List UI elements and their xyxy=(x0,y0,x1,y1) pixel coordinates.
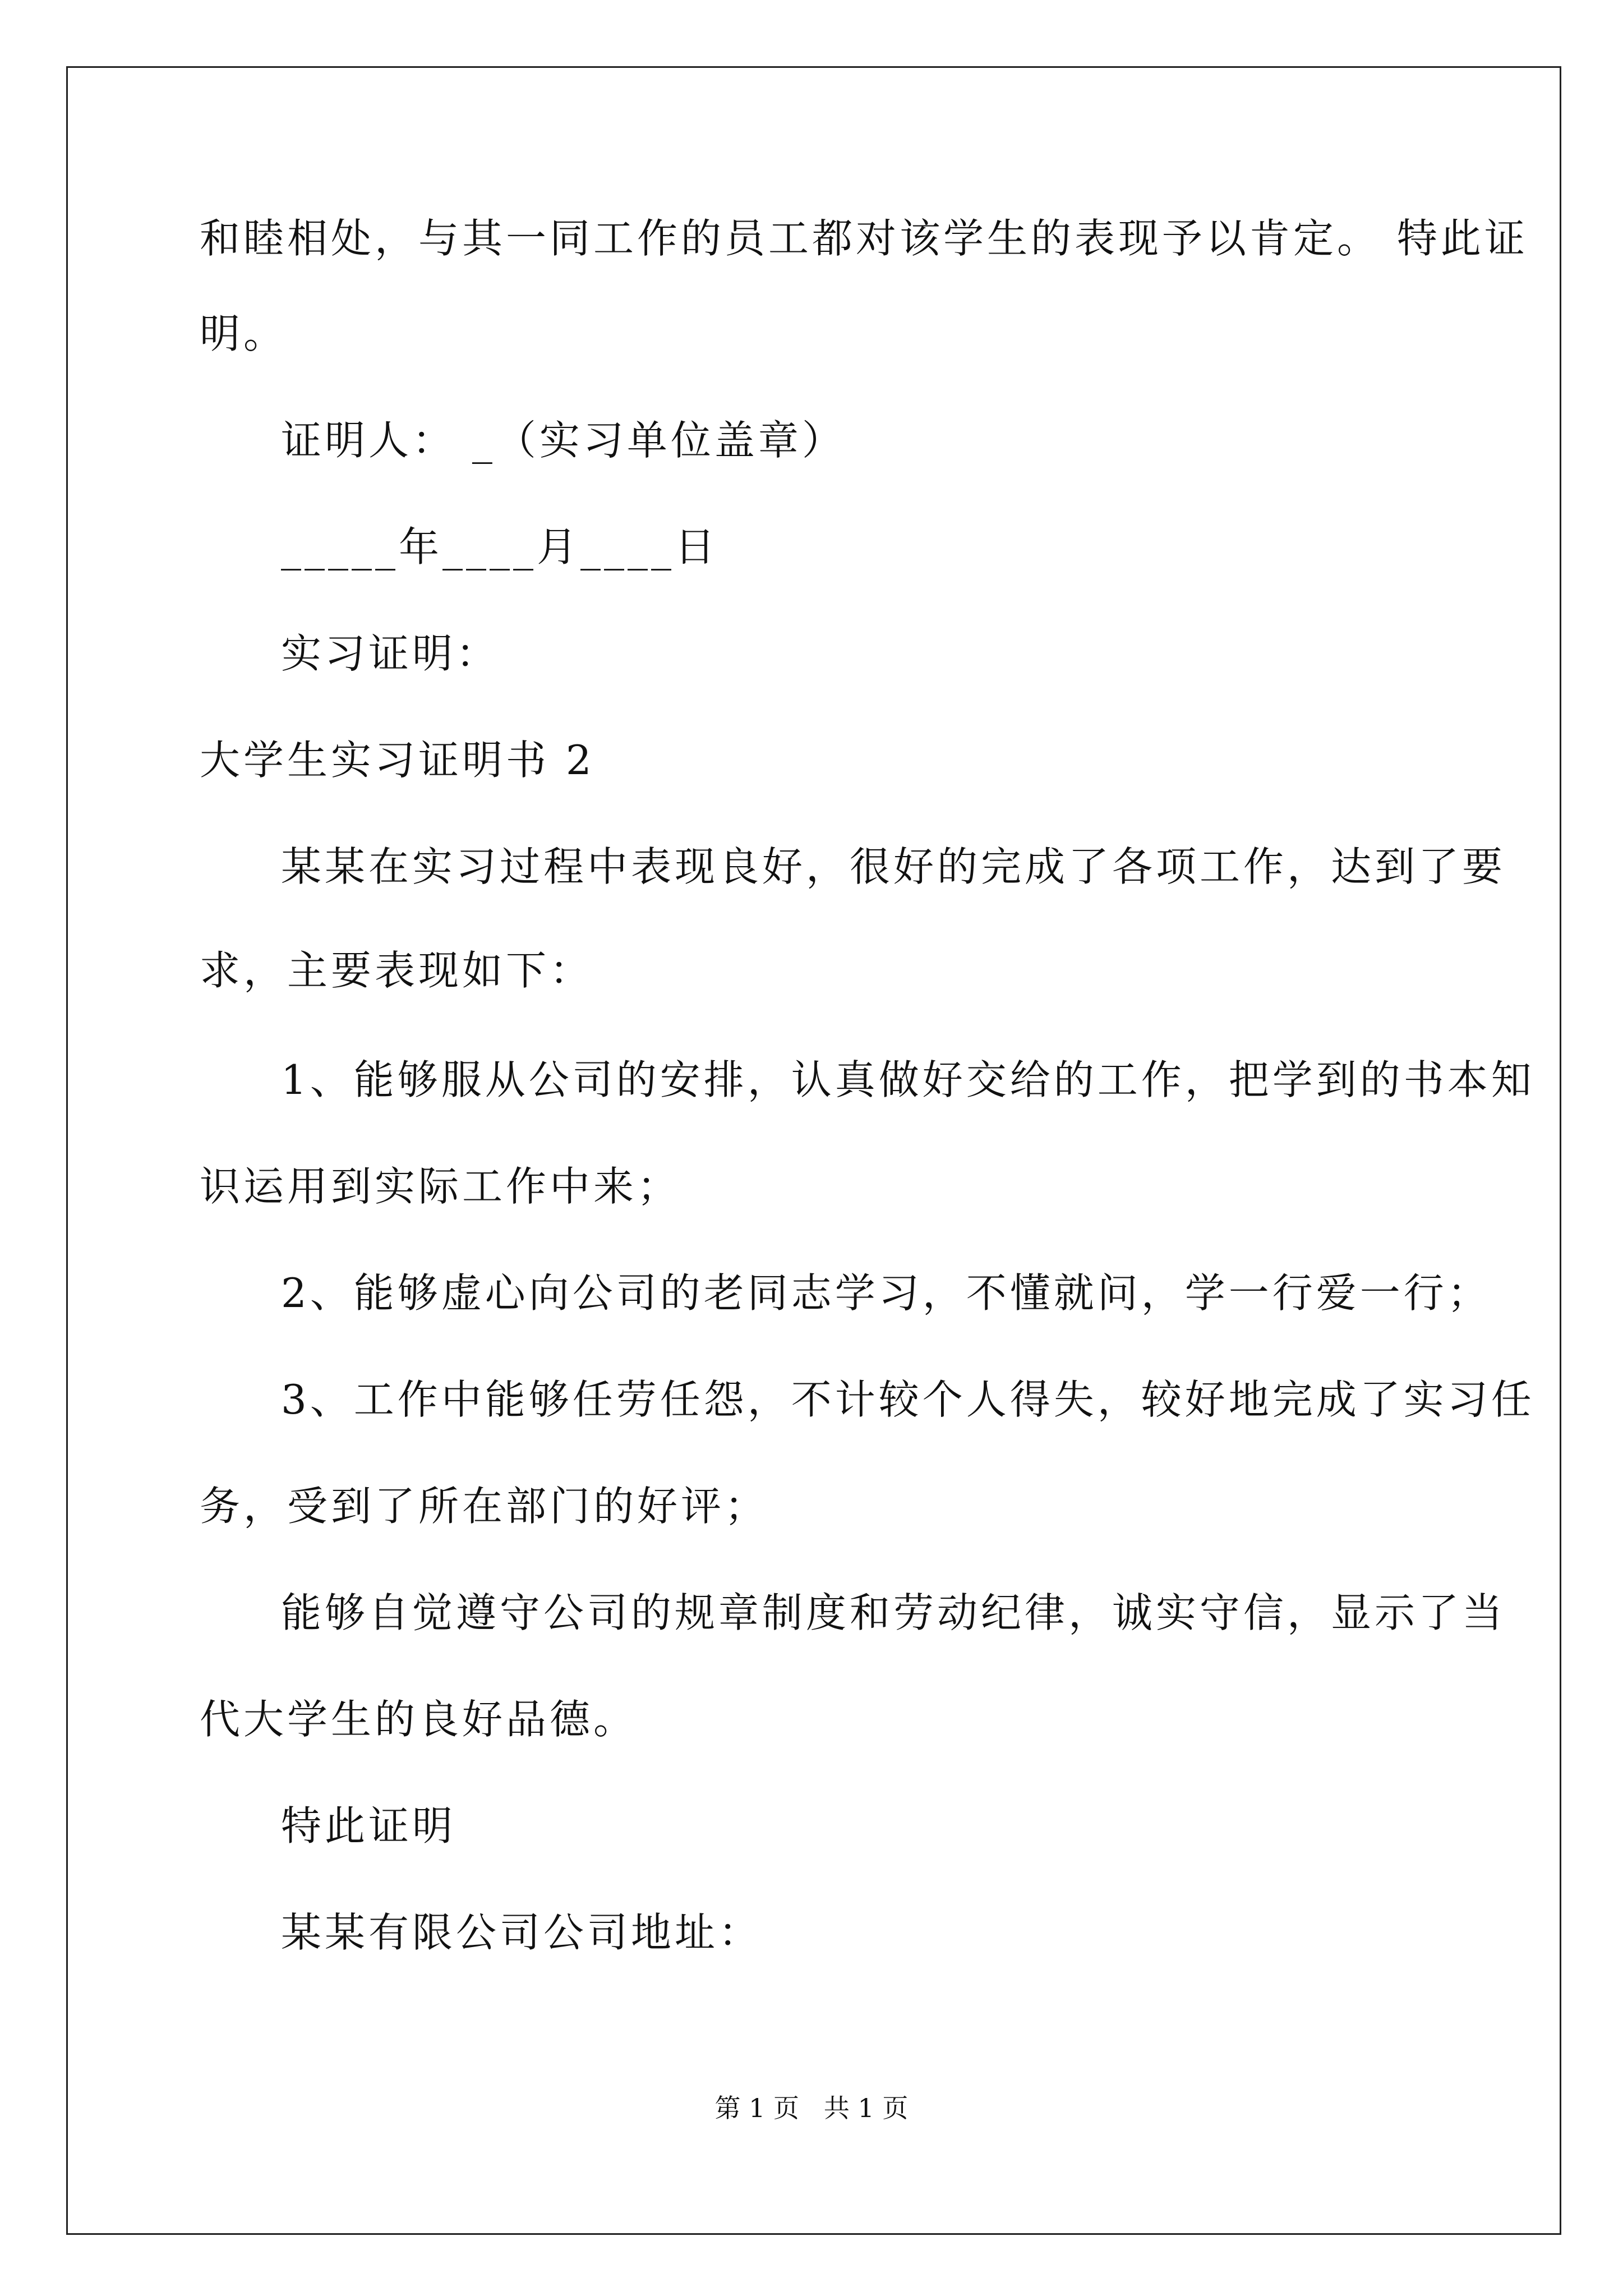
list-item-line: 3、工作中能够任劳任怨，不计较个人得失，较好地完成了实习任 xyxy=(281,1376,1535,1423)
paragraph-line: 和睦相处，与其一同工作的员工都对该学生的表现予以肯定。 特此证 xyxy=(200,215,1528,262)
paragraph-line: 求，主要表现如下： xyxy=(200,947,594,994)
closing-line: 特此证明 xyxy=(281,1802,457,1849)
list-item-line: 务，受到了所在部门的好评； xyxy=(200,1483,769,1530)
section-label: 实习证明： xyxy=(281,630,500,677)
witness-line: 证明人： _（实习单位盖章） xyxy=(281,417,846,464)
paragraph-line: 能够自觉遵守公司的规章制度和劳动纪律，诚实守信，显示了当 xyxy=(281,1589,1506,1636)
paragraph-line: 某某在实习过程中表现良好，很好的完成了各项工作，达到了要 xyxy=(281,843,1506,890)
list-item-line: 识运用到实际工作中来； xyxy=(200,1163,681,1210)
paragraph-line: 明。 xyxy=(200,310,288,357)
company-address-line: 某某有限公司公司地址： xyxy=(281,1909,763,1956)
list-item-line: 1、能够服从公司的安排，认真做好交给的工作，把学到的书本知 xyxy=(281,1056,1535,1103)
list-item-line: 2、能够虚心向公司的老同志学习，不懂就问，学一行爱一行； xyxy=(281,1269,1491,1317)
paragraph-line: 代大学生的良好品德。 xyxy=(200,1696,638,1743)
page-number-footer: 第 1 页 共 1 页 xyxy=(714,2093,909,2123)
section-title: 大学生实习证明书 2 xyxy=(200,737,595,784)
date-line: _____年____月____日 xyxy=(281,523,719,570)
